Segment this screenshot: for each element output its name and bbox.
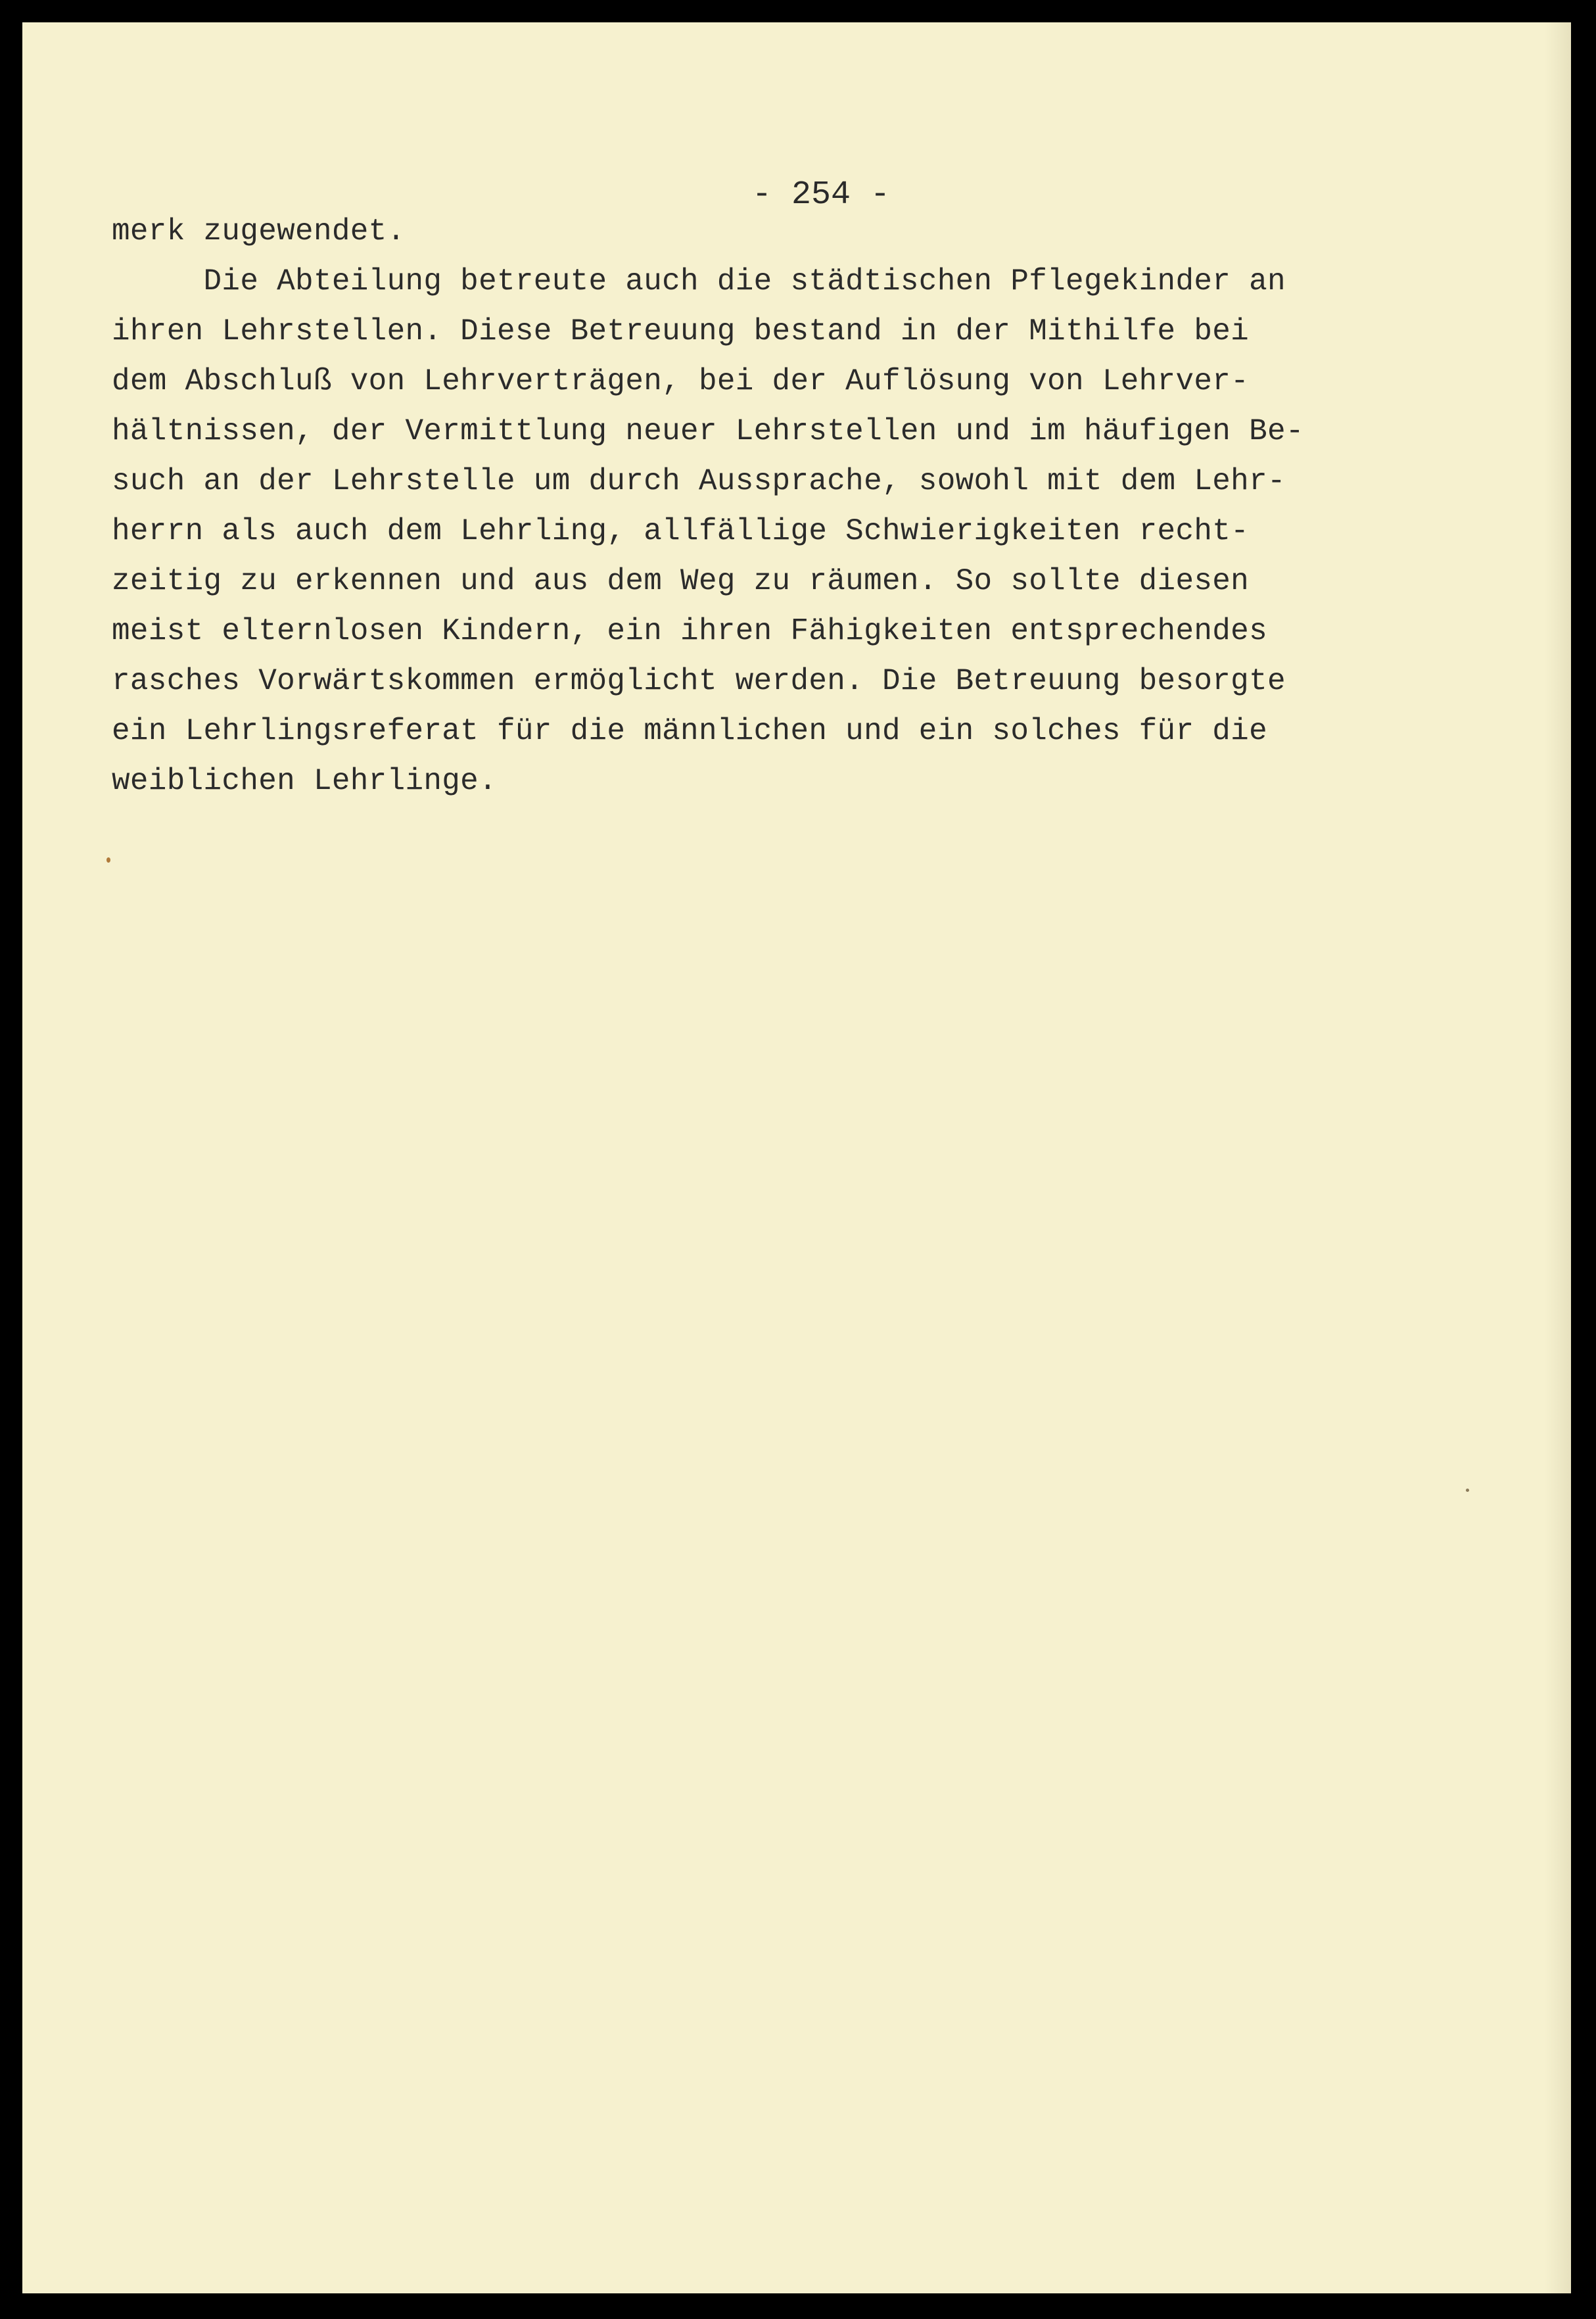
text-line: weiblichen Lehrlinge. — [112, 764, 497, 798]
text-line: hältnissen, der Vermittlung neuer Lehrstellen und im häufigen Be- — [112, 414, 1304, 448]
text-line: ihren Lehrstellen. Diese Betreuung bestand in der Mithilfe bei — [112, 314, 1250, 348]
text-line: dem Abschluß von Lehrverträgen, bei der Auflösung von Lehrver- — [112, 364, 1250, 398]
text-line: rasches Vorwärtskommen ermöglicht werden. Die Betreuung besorgte — [112, 664, 1286, 698]
text-line: merk zugewendet. — [112, 214, 406, 249]
page-number: - 254 - — [752, 176, 891, 214]
text-line: Die Abteilung betreute auch die städtischen Pflegekinder an — [112, 264, 1286, 299]
text-line: such an der Lehrstelle um durch Aussprache, sowohl mit dem Lehr- — [112, 464, 1286, 498]
document-page — [22, 22, 1571, 2293]
text-line: ein Lehrlingsreferat für die männlichen und ein solches für die — [112, 714, 1267, 748]
text-line: herrn als auch dem Lehrling, allfällige Schwierigkeiten recht- — [112, 514, 1250, 548]
text-line: zeitig zu erkennen und aus dem Weg zu räumen. So sollte diesen — [112, 564, 1250, 598]
paper-speck — [1466, 1489, 1469, 1492]
paper-speck — [106, 857, 110, 863]
page-edge-shadow — [1545, 22, 1571, 2293]
text-line: meist elternlosen Kindern, ein ihren Fähigkeiten entsprechendes — [112, 614, 1267, 648]
